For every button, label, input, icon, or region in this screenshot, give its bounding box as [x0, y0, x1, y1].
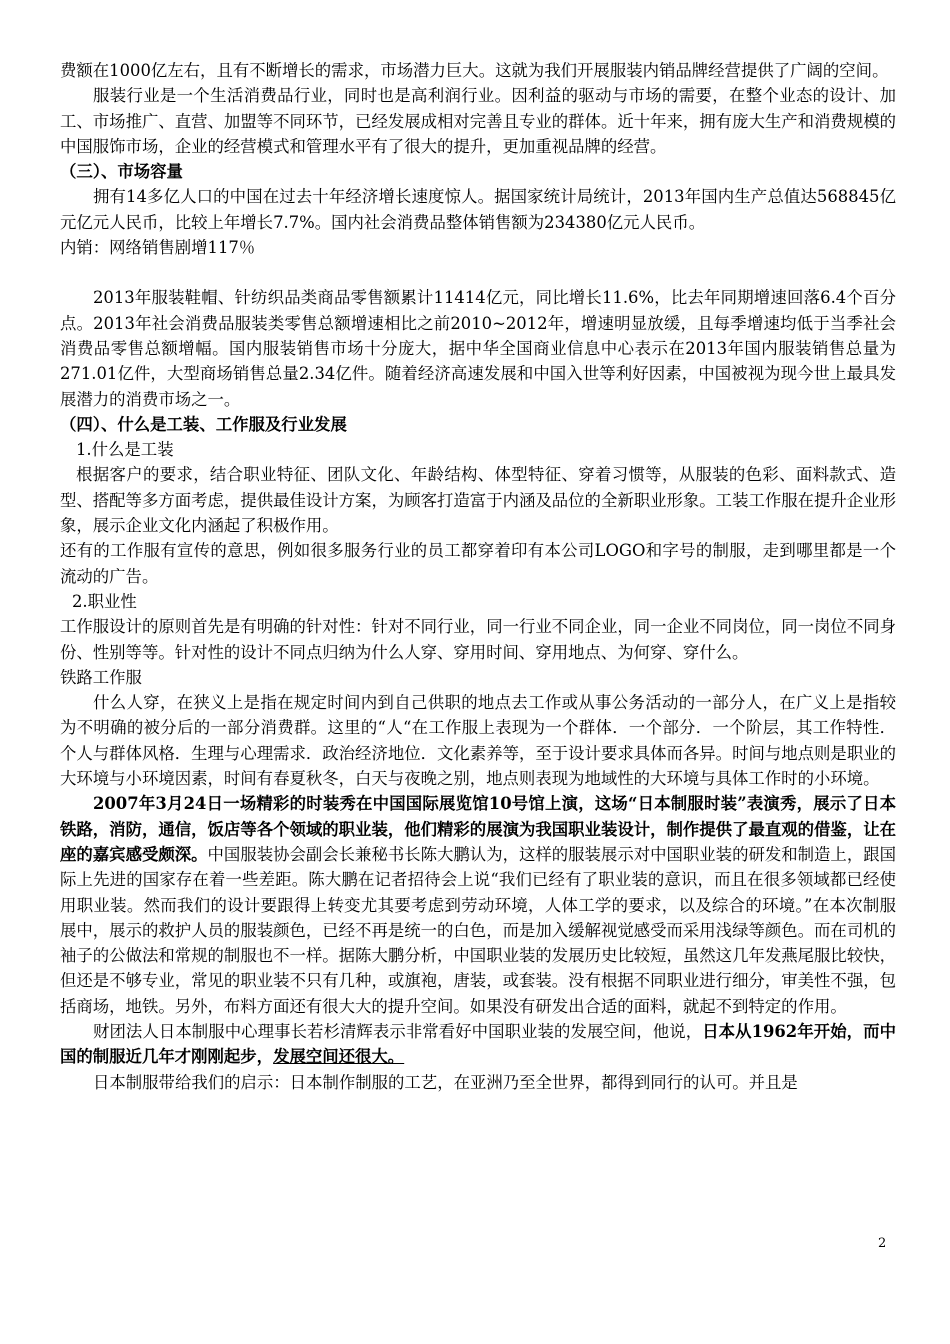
section-heading: （三）、市场容量 — [60, 162, 183, 182]
paragraph: 根据客户的要求，结合职业特征、团队文化、年龄结构、体型特征、穿着习惯等，从服装的色彩、面料款式、造型、搭配等多方面考虑，提供最佳设计方案，为顾客打造富于内涵及品位的全新职业形象。工装工作服在提升企业形象，展示企业文化内涵起了积极作用。 — [60, 465, 896, 536]
paragraph: 日本制服带给我们的启示：日本制作制服的工艺，在亚洲乃至全世界，都得到同行的认可。并且是 — [93, 1072, 798, 1092]
paragraph: 内销：网络销售剧增117％ — [60, 238, 256, 258]
paragraph: 拥有14多亿人口的中国在过去十年经济增长速度惊人。据国家统计局统计，2013年国内生产总值达568845亿元亿元人民币，比较上年增长7.7%。国内社会消费品整体销售额为234380亿元人民币。 — [60, 187, 896, 232]
paragraph: 工作服设计的原则首先是有明确的针对性：针对不同行业，同一行业不同企业，同一企业不同岗位，同一岗位不同身份、性别等等。针对性的设计不同点归纳为什么人穿、穿用时间、穿用地点、为何穿、穿什么。 — [60, 617, 896, 662]
paragraph: 什么人穿，在狭义上是指在规定时间内到自己供职的地点去工作或从事公务活动的一部分人，在广义上是指较为不明确的被分后的一部分消费群。这里的“人“在工作服上表现为一个群体．一个部分．一个阶层，其工作特性．个人与群体风格．生理与心理需求．政治经济地位．文化素养等，至于设计要求具体而各异。时间与地点则是职业的大环境与小环境因素，时间有春夏秋冬，白天与夜晚之别，地点则表现为地域性的大环境与具体工作时的小环境。 — [60, 693, 896, 789]
bold-underlined-text: 发展空间还很大。 — [273, 1047, 405, 1067]
bold-text: 日本从1962年开始，而中国的制服近几年才刚刚起步， — [60, 1021, 897, 1067]
page-number: 2 — [878, 1236, 887, 1251]
subheading: 铁路工作服 — [60, 667, 142, 687]
paragraph: 2013年服装鞋帽、针纺织品类商品零售额累计11414亿元，同比增长11.6%，比去年同期增速回落6.4个百分点。2013年社会消费品服装类零售总额增速相比之前2010~2012年，增速明显放缓，且每季增速均低于当季社会消费品零售总额增幅。国内服装销售市场十分庞大，据中华全国商业信息中心表示在2013年国内服装销售总量为271.01亿件，大型商场销售总量2.34亿件。随着经济高速发展和中国入世等利好因素，中国被视为现今世上最具发展潜力的消费市场之一。 — [60, 288, 896, 409]
document-body — [60, 58, 896, 1095]
subheading: 1.什么是工装 — [76, 440, 174, 460]
paragraph — [60, 1019, 896, 1070]
paragraph-text: 中国服装协会副会长兼秘书长陈大鹏认为，这样的服装展示对中国职业装的研发和制造上，跟国际上先进的国家存在着一些差距。陈大鹏在记者招待会上说“我们已经有了职业装的意识，而且在很多领域都已经使用职业装。然而我们的设计要跟得上转变尤其要考虑到劳动环境，人体工学的要求，以及综合的环境。”在本次制服展中，展示的救护人员的服装颜色，已经不再是统一的白色，而是加入缓解视觉感受而采用浅绿等颜色。而在司机的袖子的公做法和常规的制服也不一样。据陈大鹏分析，中国职业装的发展历史比较短，虽然这几年发燕尾服比较快，但还是不够专业，常见的职业装不只有几种，或旗袍，唐装，或套装。没有根据不同职业进行细分，审美性不强，包括商场，地铁。另外，布料方面还有很大大的提升空间。如果没有研发出合适的面料，就起不到特定的作用。 — [60, 844, 896, 1016]
subheading: 2.职业性 — [72, 591, 137, 611]
paragraph: 费额在1000亿左右，且有不断增长的需求，市场潜力巨大。这就为我们开展服装内销品牌经营提供了广阔的空间。 — [60, 61, 889, 80]
bold-text: 2007年3月24日一场精彩的时装秀在中国国际展览馆10号馆上演，这场“日本制服时装”表演秀，展示了日本铁路，消防，通信，饭店等各个领域的职业装，他们精彩的展演为我国职业装设计，制作提供了最直观的借鉴，让在座的嘉宾感受颇深。 — [60, 794, 896, 864]
blank-line — [60, 260, 896, 285]
paragraph — [60, 791, 896, 1019]
paragraph: 还有的工作服有宣传的意思，例如很多服务行业的员工都穿着印有本公司LOGO和字号的制服，走到哪里都是一个流动的广告。 — [60, 541, 896, 586]
paragraph: 服装行业是一个生活消费品行业，同时也是高利润行业。因利益的驱动与市场的需要，在整个业态的设计、加工、市场推广、直营、加盟等不同环节，已经发展成相对完善且专业的群体。近十年来，拥有庞大生产和消费规模的中国服饰市场，企业的经营模式和管理水平有了很大的提升，更加重视品牌的经营。 — [60, 86, 896, 156]
section-heading: （四）、什么是工装、工作服及行业发展 — [60, 414, 347, 434]
paragraph-text: 财团法人日本制服中心理事长若杉清辉表示非常看好中国职业装的发展空间，他说， — [93, 1021, 703, 1041]
